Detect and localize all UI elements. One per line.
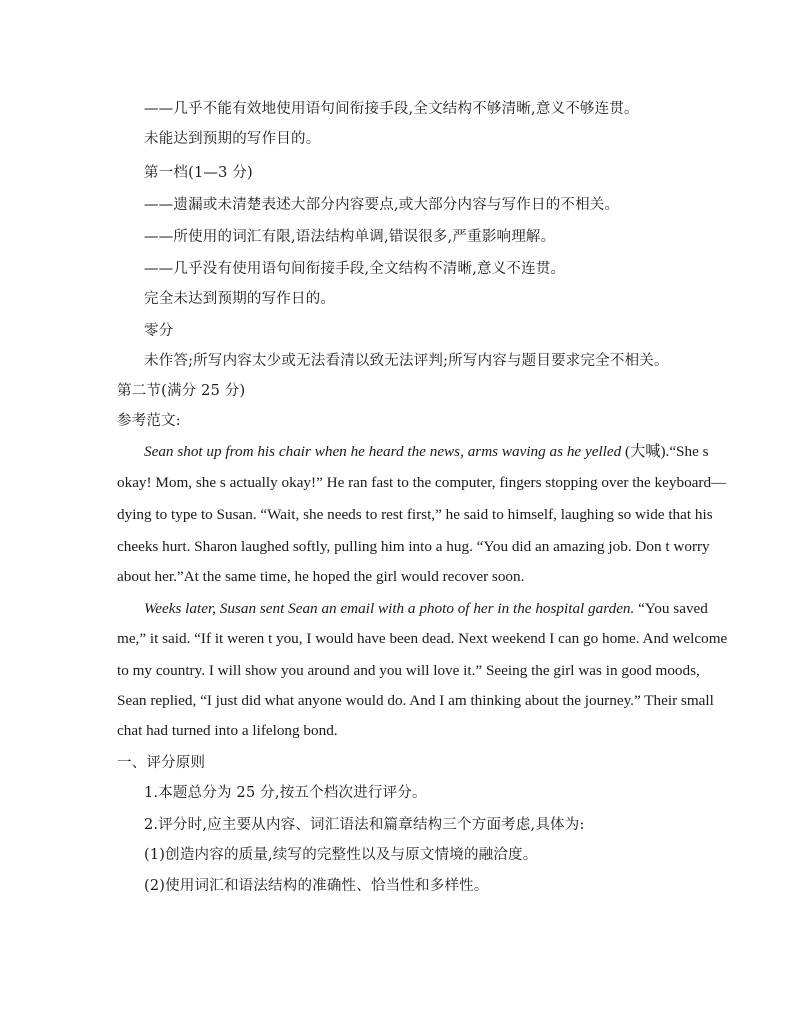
grading-criterion-line: ——遗漏或未清楚表述大部分内容要点,或大部分内容与写作日的不相关。 — [144, 197, 620, 213]
essay-line: me,” it said. “If it weren t you, I would have been dead. Next weekend I can go home. And welcome — [117, 630, 728, 647]
grade-level-heading: 零分 — [144, 323, 174, 339]
essay-text: “You saved — [634, 600, 708, 617]
essay-line — [144, 442, 709, 462]
essay-opening-sentence: Weeks later, Susan sent Sean an email with a photo of her in the hospital garden. — [144, 600, 635, 617]
grading-criterion-line: 完全未达到预期的写作日的。 — [144, 291, 336, 307]
essay-opening-sentence: Sean shot up from his chair when he heard the news, arms waving as he yelled — [144, 443, 622, 460]
grading-criterion-line: 未作答;所写内容太少或无法看清以致无法评判;所写内容与题目要求完全不相关。 — [144, 353, 669, 369]
grade-level-heading: 第一档(1—3 分) — [144, 165, 253, 181]
essay-line: chat had turned into a lifelong bond. — [117, 722, 338, 739]
principle-item: 1.本题总分为 25 分,按五个档次进行评分。 — [144, 785, 427, 801]
grading-criterion-line: ——几乎不能有效地使用语句间衔接手段,全文结构不够清晰,意义不够连贯。 — [144, 101, 639, 117]
essay-text: (大喊).“She s — [621, 443, 709, 460]
principle-item: (2)使用词汇和语法结构的准确性、恰当性和多样性。 — [144, 878, 489, 894]
principles-heading: 一、评分原则 — [117, 755, 206, 771]
sample-essay-label: 参考范文: — [117, 413, 181, 429]
essay-line: cheeks hurt. Sharon laughed softly, pulling him into a hug. “You did an amazing job. Don t worry — [117, 538, 710, 555]
grading-criterion-line: 未能达到预期的写作目的。 — [144, 131, 321, 147]
section-heading: 第二节(满分 25 分) — [117, 383, 246, 399]
grading-criterion-line: ——所使用的词汇有限,语法结构单调,错误很多,严重影响理解。 — [144, 229, 556, 245]
essay-line: about her.”At the same time, he hoped the girl would recover soon. — [117, 568, 525, 585]
principle-item: (1)创造内容的质量,续写的完整性以及与原文情境的融洽度。 — [144, 847, 538, 863]
essay-line: Sean replied, “I just did what anyone would do. And I am thinking about the journey.” Their small — [117, 692, 714, 709]
essay-line: to my country. I will show you around and you will love it.” Seeing the girl was in good moods, — [117, 662, 700, 679]
principle-item: 2.评分时,应主要从内容、词汇语法和篇章结构三个方面考虑,具体为: — [144, 817, 585, 833]
essay-line — [144, 599, 708, 619]
essay-line: okay! Mom, she s actually okay!” He ran fast to the computer, fingers stopping over the keyboard— — [117, 474, 727, 491]
grading-criterion-line: ——几乎没有使用语句间衔接手段,全文结构不清晰,意义不连贯。 — [144, 261, 566, 277]
essay-line: dying to type to Susan. “Wait, she needs to rest first,” he said to himself, laughing so wide that his — [117, 506, 713, 523]
